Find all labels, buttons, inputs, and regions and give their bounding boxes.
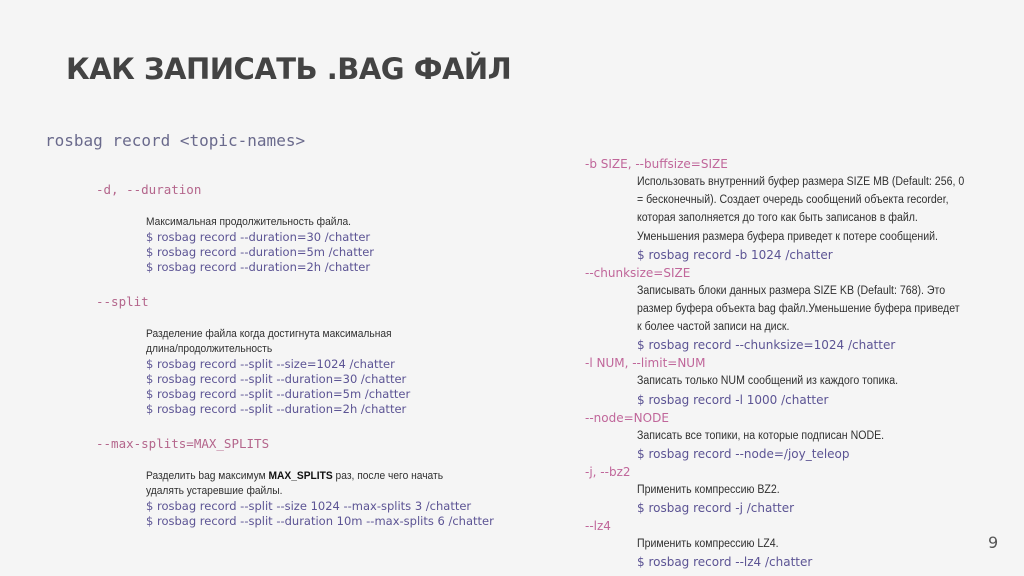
left-column [96, 182, 516, 529]
chunksize-example: $ rosbag record --chunksize=1024 /chatter [637, 338, 896, 353]
split-example: $ rosbag record --split --size=1024 /chatter [146, 357, 395, 371]
option-lz4: --lz4 [585, 519, 611, 534]
max-splits-desc: удалять устаревшие файлы. [146, 485, 283, 497]
max-splits-desc: Разделить bag максимум MAX_SPLITS раз, после чего начать [146, 470, 444, 482]
right-column [585, 155, 1005, 571]
limit-example: $ rosbag record -l 1000 /chatter [637, 392, 829, 407]
split-example: $ rosbag record --split --duration=5m /chatter [146, 387, 411, 401]
node-block [637, 427, 1005, 463]
lz4-example: $ rosbag record --lz4 /chatter [637, 555, 813, 570]
limit-desc: Записать только NUM сообщений из каждого топика. [637, 375, 899, 388]
chunksize-desc: Записывать блоки данных размера SIZE KB (Default: 768). Это [637, 284, 946, 297]
buffsize-desc: Уменьшения размера буфера приведет к потере сообщений. [637, 230, 938, 243]
split-desc: длина/продолжительность [146, 343, 273, 355]
buffsize-desc: которая заполняется до того как быть записанов в файл. [637, 212, 918, 225]
duration-block [146, 215, 516, 275]
split-example: $ rosbag record --split --duration=30 /chatter [146, 372, 407, 386]
option-split: --split [96, 294, 149, 309]
duration-example: $ rosbag record --duration=30 /chatter [146, 230, 371, 244]
option-node: --node=NODE [585, 410, 669, 425]
option-chunksize: --chunksize=SIZE [585, 265, 691, 280]
buffsize-desc: = бесконечный). Создает очередь сообщений объекта recorder, [637, 194, 949, 207]
option-limit: -l NUM, --limit=NUM [585, 356, 706, 371]
max-splits-example: $ rosbag record --split --duration 10m --max-splits 6 /chatter [146, 514, 494, 528]
duration-example: $ rosbag record --duration=2h /chatter [146, 260, 371, 274]
chunksize-desc: к более частой записи на диск. [637, 321, 790, 334]
bz2-block [637, 481, 1005, 517]
max-splits-example: $ rosbag record --split --size 1024 --max-splits 3 /chatter [146, 499, 472, 513]
node-desc: Записать все топики, на которые подписан NODE. [637, 429, 885, 442]
limit-block [637, 372, 1005, 408]
option-buffsize: -b SIZE, --buffsize=SIZE [585, 157, 728, 171]
slide-title: КАК ЗАПИСАТЬ .BAG ФАЙЛ [66, 52, 512, 86]
option-bz2: -j, --bz2 [585, 464, 631, 479]
bz2-desc: Применить компрессию BZ2. [637, 483, 780, 496]
lz4-block [637, 535, 1005, 571]
buffsize-block [637, 173, 1005, 264]
option-max-splits: --max-splits=MAX_SPLITS [96, 436, 270, 451]
buffsize-example: $ rosbag record -b 1024 /chatter [637, 247, 833, 262]
page-number: 9 [988, 533, 999, 552]
max-splits-bold: MAX_SPLITS [268, 470, 333, 482]
duration-desc: Максимальная продолжительность файла. [146, 216, 352, 228]
chunksize-desc: размер буфера объекта bag файл.Уменьшение буфера приведет [637, 303, 960, 316]
max-splits-block [146, 469, 516, 529]
node-example: $ rosbag record --node=/joy_teleop [637, 446, 850, 461]
option-duration: -d, --duration [96, 182, 202, 197]
main-command: rosbag record <topic-names> [45, 131, 306, 150]
split-block [146, 327, 516, 417]
lz4-desc: Применить компрессию LZ4. [637, 538, 779, 551]
duration-example: $ rosbag record --duration=5m /chatter [146, 245, 375, 259]
chunksize-block [637, 282, 1005, 355]
split-desc: Разделение файла когда достигнута максимальная [146, 328, 392, 340]
bz2-example: $ rosbag record -j /chatter [637, 501, 795, 516]
split-example: $ rosbag record --split --duration=2h /chatter [146, 402, 407, 416]
buffsize-desc: Использовать внутренний буфер размера SIZE MB (Default: 256, 0 [637, 176, 965, 188]
